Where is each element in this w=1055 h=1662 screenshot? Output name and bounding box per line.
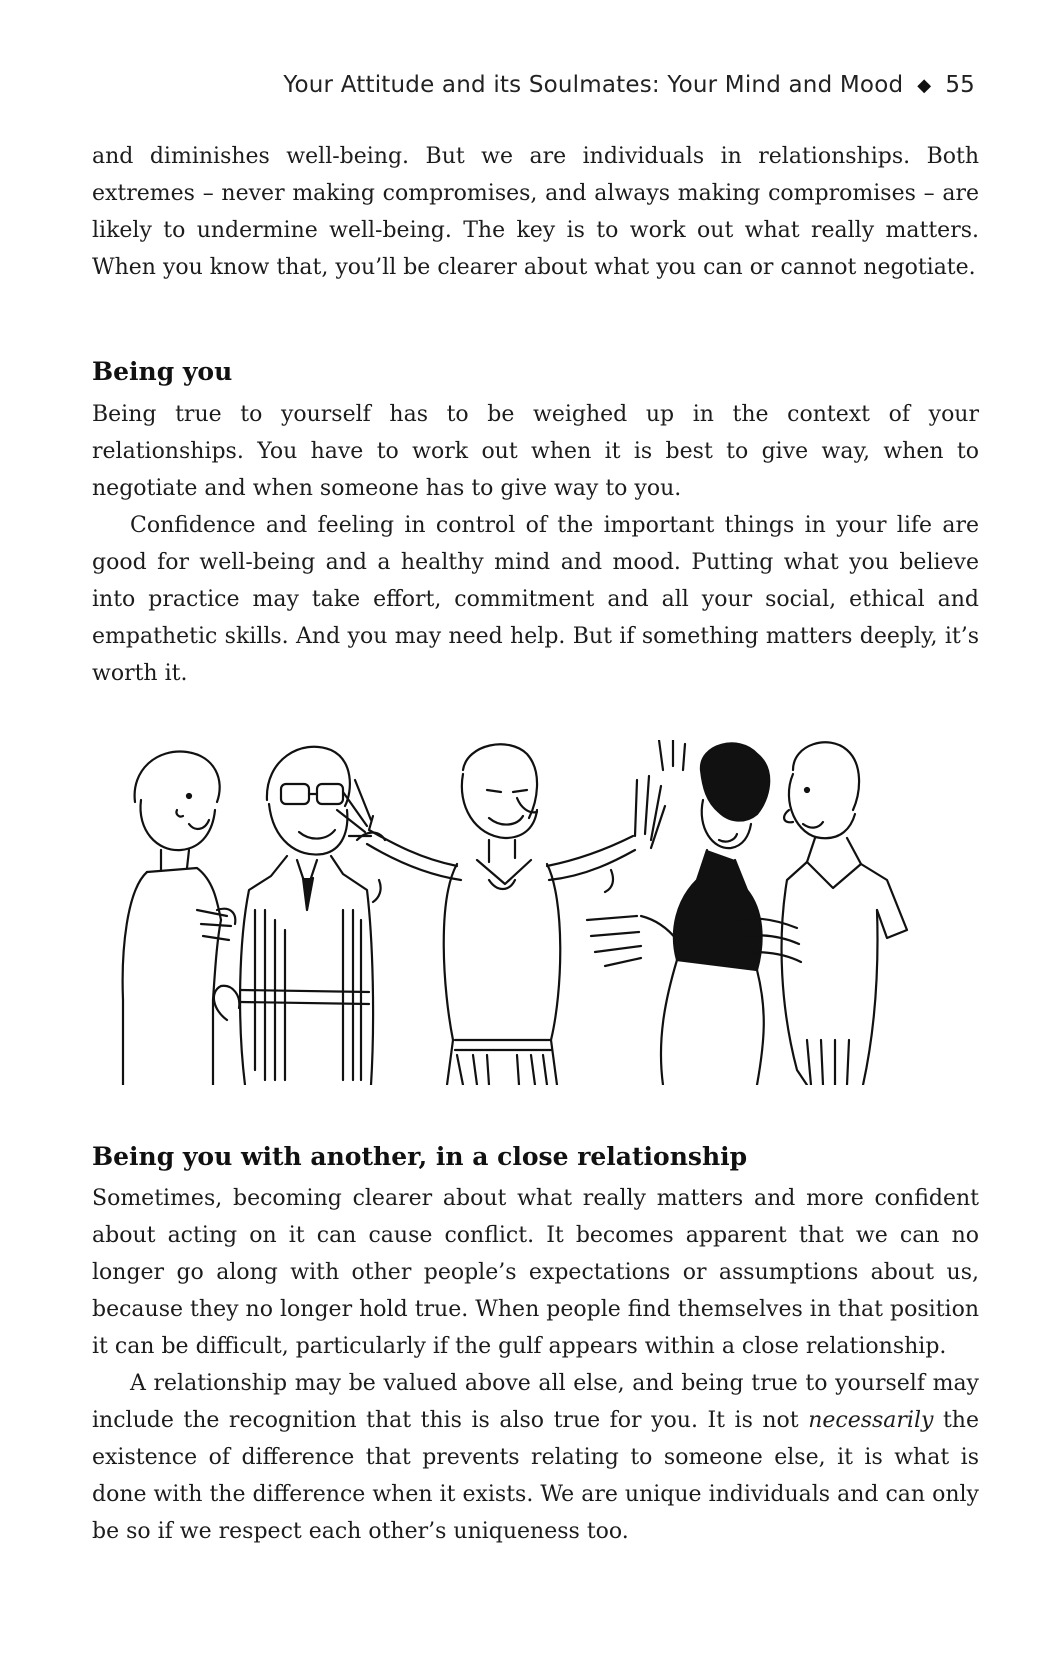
paragraph: and diminishes well-being. But we are individuals in relationships. Both extremes – never making compromises, and always making compromises – are likely to undermine well-being. The key is to work out what really matters. When you know that, you’ll be clearer about what you can or cannot negotiate. [92, 144, 979, 280]
section-heading-being-you: Being you [92, 357, 233, 386]
figure-man-glasses [214, 747, 385, 1085]
running-title: Your Attitude and its Soulmates: Your Mind and Mood [283, 72, 904, 98]
close-relationship-text [92, 1180, 979, 1550]
diamond-separator-icon: ◆ [917, 74, 932, 96]
page-number: 55 [945, 72, 975, 98]
paragraph-with-emphasis [92, 1365, 979, 1550]
paragraph: Sometimes, becoming clearer about what really matters and more confident about acting on it can cause conflict. It becomes apparent that we can no longer go along with other people’s expectations or assumptions about us, because they no longer hold true. When people find themselves in that position it can be difficult, particularly if the gulf appears within a close relationship. [92, 1186, 979, 1359]
figure-man-center-arms-out [337, 744, 665, 1085]
figure-woman-left [123, 752, 236, 1085]
figure-woman-curly-hair [587, 740, 769, 1085]
being-you-text [92, 396, 979, 692]
text-run: the existence of difference that prevents relating to someone else, it is what is done with the difference when it exists. We are unique individuals and can only be so if we respect each other’s uniqueness too. [92, 1408, 979, 1544]
paragraph: Being true to yourself has to be weighed up in the context of your relationships. You have to work out when it is best to give way, when to negotiate and when someone has to give way to you. [92, 402, 979, 501]
section-heading-close-relationship: Being you with another, in a close relationship [92, 1142, 748, 1171]
cartoon-illustration [117, 740, 927, 1085]
running-head [283, 72, 975, 98]
paragraph: Confidence and feeling in control of the important things in your life are good for well-being and a healthy mind and mood. Putting what you believe into practice may take effort, commitment and all your social, ethical and empathetic skills. And you may need help. But if something matters deeply, it’s worth it. [92, 513, 979, 686]
text-run: A relationship may be valued above all else, and being true to yourself may include the recognition that this is also true for you. It is not [92, 1371, 979, 1433]
opening-text [92, 138, 979, 286]
emphasis-text: necessarily [808, 1408, 934, 1433]
